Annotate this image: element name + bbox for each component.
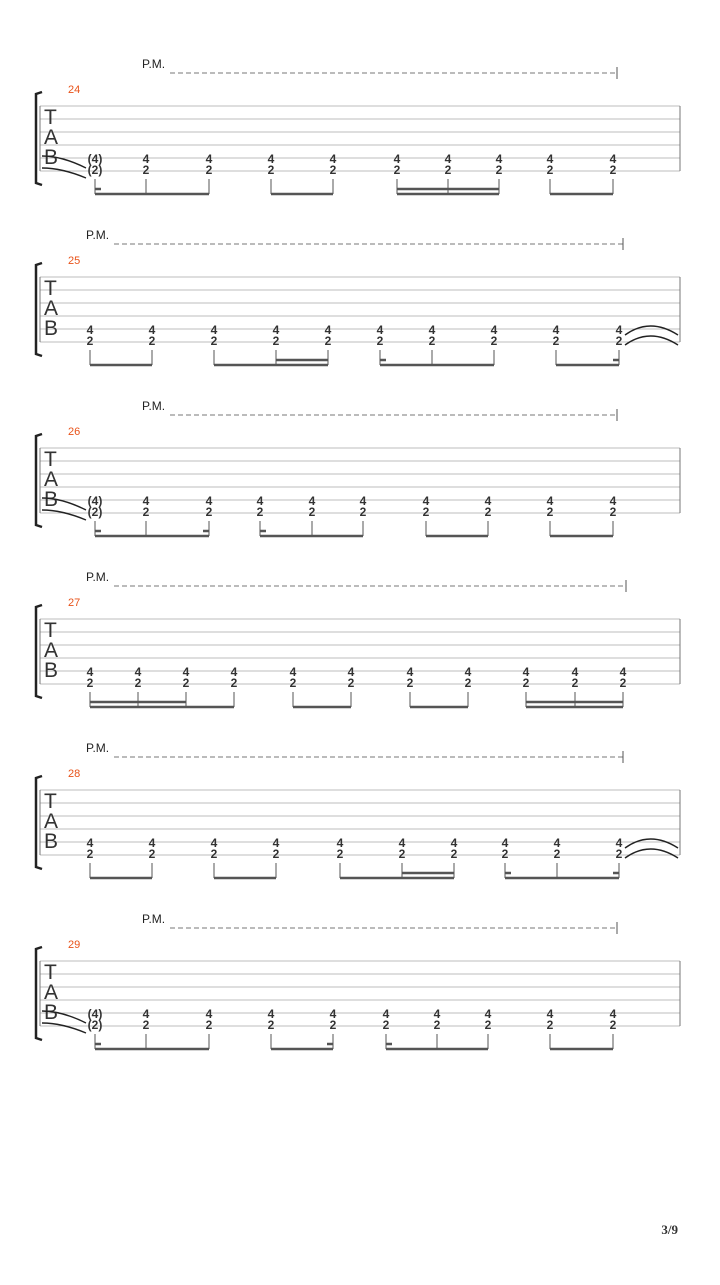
tie-out-arc (625, 849, 678, 858)
fret-number: 4 (142, 152, 150, 166)
tab-clef-letter: B (44, 488, 59, 511)
palm-mute-label: P.M. (142, 57, 166, 71)
fret-number: 2 (609, 505, 617, 519)
fret-number: 2 (272, 847, 280, 861)
fret-number: 2 (205, 1018, 213, 1032)
tab-clef-letter: A (44, 297, 59, 320)
fret-number: 2 (142, 163, 150, 177)
fret-number: 2 (571, 676, 579, 690)
fret-number: 2 (464, 676, 472, 690)
tab-clef-letter: B (44, 317, 59, 340)
tie-in-arc (42, 510, 86, 520)
palm-mute-label: P.M. (86, 741, 110, 755)
fret-number: 2 (522, 676, 530, 690)
fret-number: 4 (501, 836, 509, 850)
tab-clef-letter: A (44, 468, 59, 491)
tab-clef-letter: B (44, 659, 59, 682)
palm-mute-label: P.M. (86, 570, 110, 584)
fret-number: 2 (329, 163, 337, 177)
fret-number: 2 (450, 847, 458, 861)
tab-clef-letter: A (44, 126, 59, 149)
fret-number: (2) (87, 505, 103, 519)
fret-number: 4 (382, 1007, 390, 1021)
fret-number: 4 (272, 323, 280, 337)
fret-number: 2 (501, 847, 509, 861)
fret-number: 4 (86, 323, 94, 337)
fret-number: 2 (347, 676, 355, 690)
fret-number: 2 (230, 676, 238, 690)
measure-number: 29 (68, 939, 81, 951)
measure-number: 28 (68, 768, 81, 780)
fret-number: 2 (393, 163, 401, 177)
fret-number: 2 (329, 1018, 337, 1032)
fret-number: 4 (609, 1007, 617, 1021)
fret-number: 4 (256, 494, 264, 508)
fret-number: 4 (546, 152, 554, 166)
fret-number: 4 (450, 836, 458, 850)
fret-number: 4 (230, 665, 238, 679)
fret-number: 4 (571, 665, 579, 679)
fret-number: 4 (428, 323, 436, 337)
tab-clef-letter: B (44, 830, 59, 853)
fret-number: 4 (464, 665, 472, 679)
fret-number: 4 (359, 494, 367, 508)
fret-number: (4) (87, 152, 103, 166)
tie-in-arc (42, 168, 86, 178)
fret-number: 4 (86, 665, 94, 679)
fret-number: 4 (444, 152, 452, 166)
fret-number: 4 (422, 494, 430, 508)
fret-number: 2 (289, 676, 297, 690)
fret-number: 4 (142, 1007, 150, 1021)
fret-number: 2 (267, 163, 275, 177)
tab-clef-letter: B (44, 146, 59, 169)
fret-number: 2 (86, 847, 94, 861)
fret-number: 2 (382, 1018, 390, 1032)
fret-number: (4) (87, 494, 103, 508)
tab-clef-letter: T (44, 790, 57, 813)
fret-number: 2 (553, 847, 561, 861)
fret-number: 2 (428, 334, 436, 348)
tie-out-arc (625, 336, 678, 345)
palm-mute-label: P.M. (142, 912, 166, 926)
fret-number: 4 (336, 836, 344, 850)
fret-number: 4 (615, 323, 623, 337)
fret-number: 2 (142, 505, 150, 519)
fret-number: 4 (205, 1007, 213, 1021)
fret-number: 2 (552, 334, 560, 348)
measure-number: 24 (68, 84, 81, 96)
fret-number: 4 (490, 323, 498, 337)
fret-number: 2 (484, 505, 492, 519)
fret-number: 4 (267, 152, 275, 166)
tab-clef-letter: T (44, 619, 57, 642)
fret-number: 4 (329, 1007, 337, 1021)
fret-number: 4 (615, 836, 623, 850)
fret-number: 4 (398, 836, 406, 850)
palm-mute-label: P.M. (86, 228, 110, 242)
fret-number: 2 (546, 1018, 554, 1032)
fret-number: 4 (406, 665, 414, 679)
fret-number: 4 (308, 494, 316, 508)
fret-number: 2 (619, 676, 627, 690)
fret-number: 4 (148, 836, 156, 850)
fret-number: 4 (546, 1007, 554, 1021)
fret-number: 2 (324, 334, 332, 348)
tab-clef-letter: T (44, 448, 57, 471)
fret-number: 2 (148, 847, 156, 861)
fret-number: 4 (205, 152, 213, 166)
fret-number: 4 (324, 323, 332, 337)
fret-number: 2 (546, 163, 554, 177)
fret-number: 2 (308, 505, 316, 519)
tab-clef-letter: A (44, 810, 59, 833)
fret-number: 2 (444, 163, 452, 177)
fret-number: 2 (615, 334, 623, 348)
palm-mute-label: P.M. (142, 399, 166, 413)
fret-number: 4 (210, 323, 218, 337)
tab-clef-letter: T (44, 961, 57, 984)
fret-number: 2 (148, 334, 156, 348)
fret-number: 4 (609, 494, 617, 508)
fret-number: (2) (87, 1018, 103, 1032)
tie-out-arc (625, 326, 678, 335)
fret-number: 4 (329, 152, 337, 166)
tie-out-arc (625, 839, 678, 848)
fret-number: 4 (433, 1007, 441, 1021)
tie-in-arc (42, 1023, 86, 1033)
fret-number: (2) (87, 163, 103, 177)
fret-number: 4 (552, 323, 560, 337)
fret-number: 4 (272, 836, 280, 850)
fret-number: 4 (182, 665, 190, 679)
fret-number: 4 (267, 1007, 275, 1021)
fret-number: 2 (406, 676, 414, 690)
fret-number: 4 (134, 665, 142, 679)
fret-number: 4 (553, 836, 561, 850)
fret-number: 4 (142, 494, 150, 508)
measure-number: 25 (68, 255, 81, 267)
fret-number: 4 (148, 323, 156, 337)
fret-number: 4 (609, 152, 617, 166)
fret-number: 2 (272, 334, 280, 348)
fret-number: 2 (484, 1018, 492, 1032)
fret-number: 2 (336, 847, 344, 861)
fret-number: 2 (86, 334, 94, 348)
tab-clef-letter: T (44, 106, 57, 129)
fret-number: 2 (142, 1018, 150, 1032)
fret-number: 2 (615, 847, 623, 861)
fret-number: 4 (495, 152, 503, 166)
fret-number: 4 (522, 665, 530, 679)
fret-number: 4 (376, 323, 384, 337)
fret-number: (4) (87, 1007, 103, 1021)
fret-number: 4 (619, 665, 627, 679)
fret-number: 2 (134, 676, 142, 690)
fret-number: 4 (484, 494, 492, 508)
fret-number: 4 (484, 1007, 492, 1021)
fret-number: 4 (86, 836, 94, 850)
measure-number: 27 (68, 597, 81, 609)
tab-clef-letter: A (44, 639, 59, 662)
fret-number: 2 (256, 505, 264, 519)
fret-number: 2 (495, 163, 503, 177)
tab-clef-letter: B (44, 1001, 59, 1024)
fret-number: 2 (546, 505, 554, 519)
fret-number: 2 (205, 505, 213, 519)
page-number: 3/9 (661, 1222, 678, 1237)
fret-number: 4 (205, 494, 213, 508)
fret-number: 2 (210, 334, 218, 348)
fret-number: 2 (609, 1018, 617, 1032)
fret-number: 4 (210, 836, 218, 850)
fret-number: 2 (267, 1018, 275, 1032)
fret-number: 2 (490, 334, 498, 348)
fret-number: 4 (347, 665, 355, 679)
tab-clef-letter: T (44, 277, 57, 300)
fret-number: 2 (182, 676, 190, 690)
fret-number: 4 (289, 665, 297, 679)
fret-number: 2 (609, 163, 617, 177)
fret-number: 2 (422, 505, 430, 519)
fret-number: 2 (398, 847, 406, 861)
fret-number: 2 (359, 505, 367, 519)
measure-number: 26 (68, 426, 81, 438)
fret-number: 2 (210, 847, 218, 861)
fret-number: 4 (393, 152, 401, 166)
tab-clef-letter: A (44, 981, 59, 1004)
fret-number: 2 (205, 163, 213, 177)
fret-number: 2 (433, 1018, 441, 1032)
fret-number: 2 (86, 676, 94, 690)
fret-number: 4 (546, 494, 554, 508)
fret-number: 2 (376, 334, 384, 348)
